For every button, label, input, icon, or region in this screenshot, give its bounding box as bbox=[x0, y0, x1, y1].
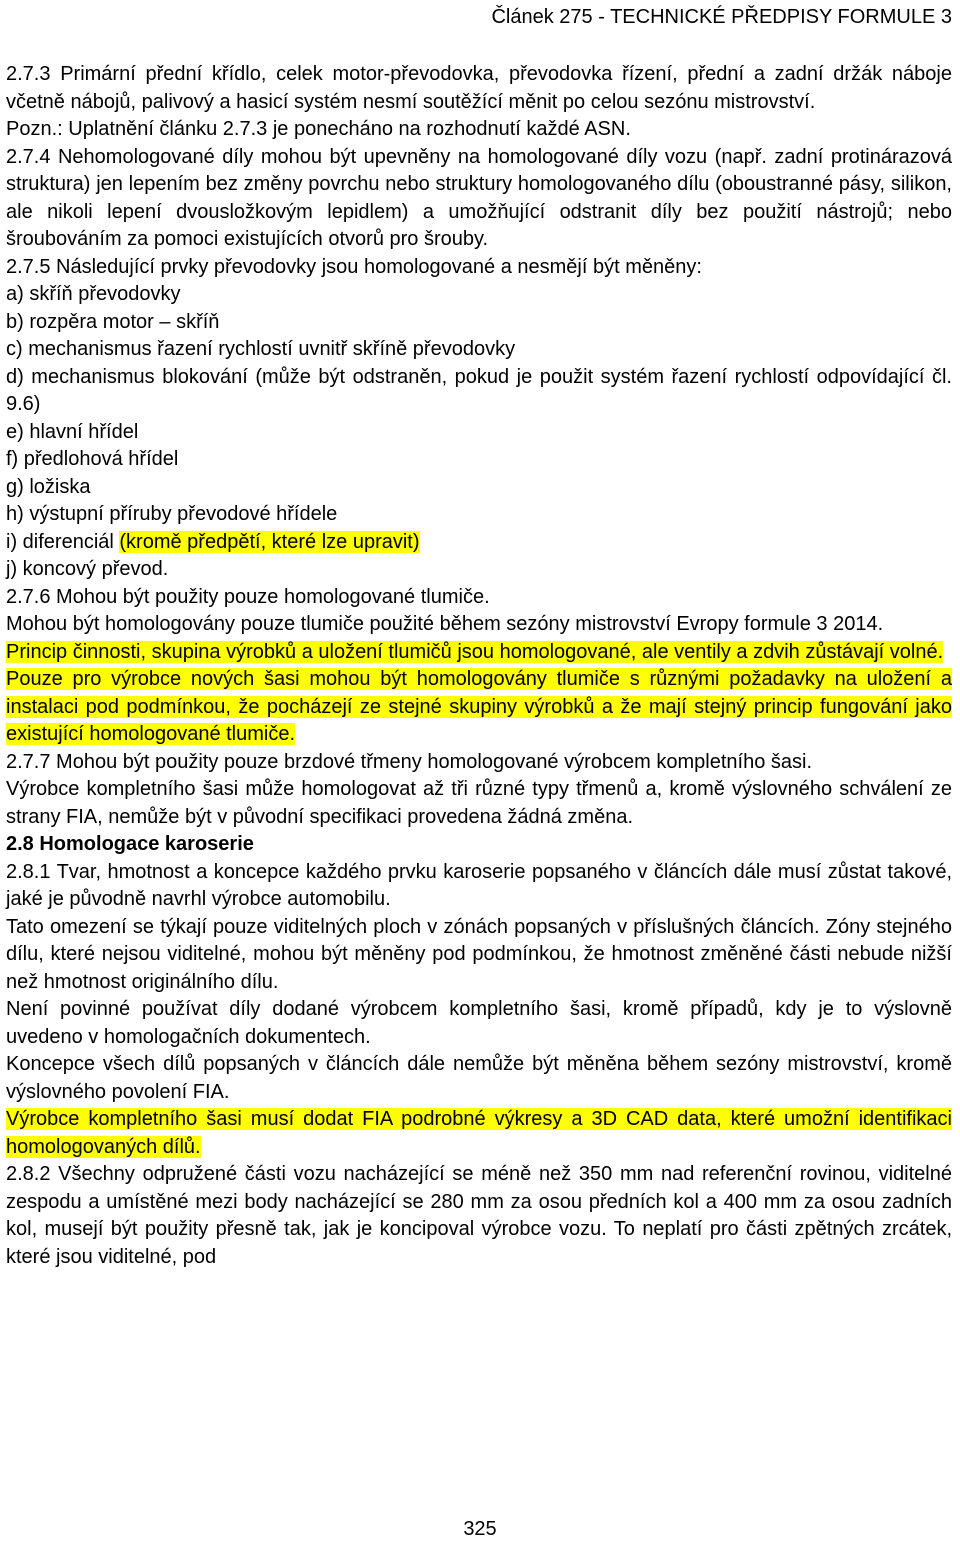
text-run: Mohou být homologovány pouze tlumiče použité během sezóny mistrovství Evropy formule 3 2014. bbox=[6, 613, 884, 635]
text-run: b) rozpěra motor – skříň bbox=[6, 310, 220, 333]
text-run: j) koncový převod. bbox=[6, 558, 169, 580]
paragraph bbox=[6, 666, 952, 749]
paragraph bbox=[6, 116, 952, 144]
paragraph bbox=[6, 556, 952, 584]
text-run: e) hlavní hřídel bbox=[6, 420, 139, 443]
paragraph bbox=[6, 254, 952, 282]
paragraph bbox=[6, 996, 952, 1051]
paragraph bbox=[6, 1106, 952, 1161]
text-run: 2.7.7 Mohou být použity pouze brzdové třmeny homologované výrobcem kompletního šasi. bbox=[6, 750, 812, 773]
text-run: 2.7.3 Primární přední křídlo, celek motor-převodovka, převodovka řízení, přední a zadní držák náboje včetně nábojů, palivový a hasicí systém nesmí soutěžící měnit po celou sezónu mistrovství. bbox=[6, 63, 952, 113]
paragraph bbox=[6, 446, 952, 474]
text-run: c) mechanismus řazení rychlostí uvnitř skříně převodovky bbox=[6, 338, 516, 360]
text-run: 2.8.1 Tvar, hmotnost a koncepce každého prvku karoserie popsaného v článcích dále musí zůstat takové, jaké je původně navrhl výrobce automobilu. bbox=[6, 860, 952, 910]
paragraph bbox=[6, 336, 952, 364]
paragraph bbox=[6, 859, 952, 914]
paragraph bbox=[6, 776, 952, 831]
paragraph bbox=[6, 501, 952, 529]
paragraph bbox=[6, 419, 952, 447]
text-run: 2.8.2 Všechny odpružené části vozu nacházející se méně než 350 mm nad referenční rovinou, viditelné zespodu a umístěné mezi body nacházející se 280 mm za osou předních kol a 400 mm za osou zadních kol, musejí být použity přesně tak, jak je koncipoval výrobce vozu. To neplatí pro části zpětných zrcátek, které jsou viditelné, pod bbox=[6, 1163, 952, 1268]
highlighted-text: Výrobce kompletního šasi musí dodat FIA podrobné výkresy a 3D CAD data, které umožní identifikaci homologovaných dílů. bbox=[6, 1108, 952, 1158]
paragraph bbox=[6, 1051, 952, 1106]
paragraph bbox=[6, 281, 952, 309]
paragraph bbox=[6, 364, 952, 419]
section-heading bbox=[6, 831, 952, 859]
paragraph bbox=[6, 639, 952, 667]
text-run: d) mechanismus blokování (může být odstraněn, pokud je použit systém řazení rychlostí odpovídající čl. 9.6) bbox=[6, 365, 952, 415]
text-run: Tato omezení se týkají pouze viditelných ploch v zónách popsaných v příslušných článcích. Zóny stejného dílu, které nejsou viditelné, mohou být měněny pod podmínkou, že hmotnost změněné části nebude nižší než hmotnost originálního dílu. bbox=[6, 915, 952, 993]
paragraph bbox=[6, 749, 952, 777]
text-run: h) výstupní příruby převodové hřídele bbox=[6, 503, 338, 525]
highlighted-text: (kromě předpětí, které lze upravit) bbox=[119, 530, 420, 553]
text-run: Není povinné používat díly dodané výrobcem kompletního šasi, kromě případů, kdy je to výslovně uvedeno v homologačních dokumentech. bbox=[6, 998, 952, 1048]
text-run: g) ložiska bbox=[6, 475, 91, 498]
text-run: i) diferenciál bbox=[6, 530, 120, 553]
text-run: 2.7.4 Nehomologované díly mohou být upevněny na homologované díly vozu (např. zadní protinárazová struktura) jen lepením bez změny povrchu nebo struktury homologovaného dílu (oboustranné pásy, silikon, ale nikoli lepení dvousložkovým lepidlem) a umožňující odstranit díly bez použití nástrojů; nebo šroubováním za pomoci existujících otvorů pro šrouby. bbox=[6, 145, 952, 250]
paragraph bbox=[6, 611, 952, 639]
text-run: f) předlohová hřídel bbox=[6, 448, 179, 470]
text-run: 2.8 Homologace karoserie bbox=[6, 833, 254, 855]
highlighted-text: Pouze pro výrobce nových šasi mohou být homologovány tlumiče s různými požadavky na uložení a instalaci pod podmínkou, že pocházejí ze stejné skupiny výrobků a že mají stejný princip fungování jako existující homologované tlumiče. bbox=[6, 668, 952, 745]
paragraph bbox=[6, 474, 952, 502]
text-run: Výrobce kompletního šasi může homologovat až tři různé typy třmenů a, kromě výslovného schválení ze strany FIA, nemůže být v původní specifikaci provedena žádná změna. bbox=[6, 778, 952, 828]
page-number: 325 bbox=[463, 1518, 497, 1540]
document-body bbox=[6, 61, 952, 1271]
paragraph bbox=[6, 61, 952, 116]
highlighted-text: Princip činnosti, skupina výrobků a uložení tlumičů jsou homologované, ale ventily a zdvih zůstávají volné. bbox=[6, 640, 944, 663]
running-header: Článek 275 - TECHNICKÉ PŘEDPISY FORMULE 3 bbox=[491, 6, 952, 28]
paragraph bbox=[6, 529, 952, 557]
text-run: a) skříň převodovky bbox=[6, 283, 181, 305]
text-run: Pozn.: Uplatnění článku 2.7.3 je ponecháno na rozhodnutí každé ASN. bbox=[6, 118, 631, 140]
paragraph bbox=[6, 144, 952, 254]
text-run: 2.7.6 Mohou být použity pouze homologované tlumiče. bbox=[6, 585, 490, 608]
paragraph bbox=[6, 584, 952, 612]
text-run: Koncepce všech dílů popsaných v článcích dále nemůže být měněna během sezóny mistrovství, kromě výslovného povolení FIA. bbox=[6, 1053, 952, 1103]
paragraph bbox=[6, 914, 952, 997]
paragraph bbox=[6, 1161, 952, 1271]
paragraph bbox=[6, 309, 952, 337]
text-run: 2.7.5 Následující prvky převodovky jsou homologované a nesmějí být měněny: bbox=[6, 255, 702, 278]
